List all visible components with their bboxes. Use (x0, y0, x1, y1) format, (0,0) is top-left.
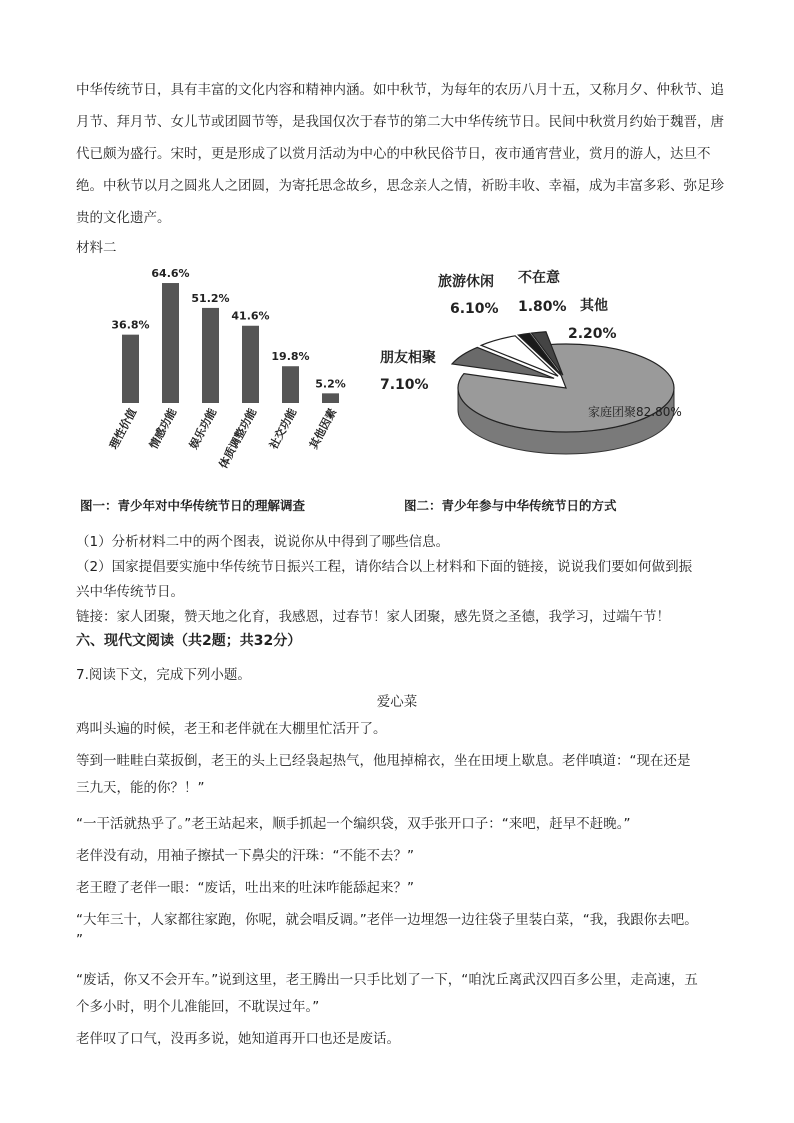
bar-category-label: 体质调整功能 (216, 406, 260, 471)
pie-label-value: 6.10% (450, 301, 499, 317)
question-1: （1）分析材料二中的两个图表，说说你从中得到了哪些信息。 (76, 534, 450, 550)
bar (202, 308, 219, 403)
story-line: 老王瞪了老伴一眼：“废话，吐出来的吐沫咋能舔起来？” (76, 880, 414, 896)
story-line: 三九天，能的你？！” (76, 780, 205, 796)
bar-chart-title: 图一：青少年对中华传统节日的理解调查 (80, 498, 306, 513)
pie-chart (380, 258, 696, 518)
intro-paragraph: 中华传统节日，具有丰富的文化内容和精神内涵。如中秋节，为每年的农历八月十五，又称月夕、仲秋节、追月节、拜月节、女儿节或团圆节等，是我国仅次于春节的第二大中华传统节日。民间中秋赏月约始于魏晋，唐代已颇为盛行。宋时，更是形成了以赏月活动为中心的中秋民俗节日，夜市通宵营业，赏月的游人，达旦不绝。中秋节以月之圆兆人之团圆，为寄托思念故乡，思念亲人之情，祈盼丰收、幸福，成为丰富多彩、弥足珍贵的文化遗产。 (76, 82, 724, 226)
story-line: 个多小时，明个儿准能回，不耽误过年。” (76, 999, 320, 1015)
bar (322, 393, 339, 403)
bar-value-label: 19.8% (271, 350, 310, 364)
pie-label-name: 朋友相聚 (380, 350, 436, 366)
pie-label-value: 1.80% (518, 299, 567, 315)
bar (162, 283, 179, 403)
pie-label-main: 家庭团聚82.80% (588, 405, 682, 419)
pie-label-name: 旅游休闲 (438, 274, 494, 290)
story-line: 老伴叹了口气，没再多说，她知道再开口也还是废话。 (76, 1031, 400, 1047)
bar-category-label: 情感功能 (147, 406, 180, 452)
link-text: 链接：家人团聚，赞天地之化育，我感恩，过春节！家人团聚，感先贤之圣德，我学习，过端午节！ (76, 609, 670, 625)
story-line: 老伴没有动，用袖子擦拭一下鼻尖的汗珠：“不能不去？” (76, 848, 414, 864)
bar-category-label: 娱乐功能 (187, 406, 220, 452)
bar-value-label: 64.6% (151, 267, 190, 281)
bar-category-label: 社交功能 (267, 406, 300, 452)
story-line: “大年三十，人家都往家跑，你呢，就会唱反调。”老伴一边埋怨一边往袋子里装白菜，“我，我跟你去吧。 (76, 912, 698, 928)
bar (282, 366, 299, 403)
story-line: “废话，你又不会开车。”说到这里，老王腾出一只手比划了一下，“咱沈丘离武汉四百多公里，走高速，五 (76, 972, 698, 988)
pie-label-value: 7.10% (380, 377, 429, 393)
material-label: 材料二 (76, 240, 117, 256)
pie-chart-title: 图二：青少年参与中华传统节日的方式 (404, 498, 617, 513)
bar-value-label: 51.2% (191, 291, 230, 305)
pie-label-name: 不在意 (518, 270, 560, 286)
question-2-line1: （2）国家提倡要实施中华传统节日振兴工程，请你结合以上材料和下面的链接，说说我们要如何做到振 (76, 559, 693, 575)
story-line: 鸡叫头遍的时候，老王和老伴就在大棚里忙活开了。 (76, 721, 387, 737)
bar-value-label: 41.6% (231, 309, 270, 323)
story-title: 爱心菜 (376, 694, 418, 710)
bar-category-label: 理性价值 (107, 406, 140, 452)
bar (122, 335, 139, 403)
question-2-line2: 兴中华传统节日。 (76, 584, 184, 600)
instruction: 7.阅读下文，完成下列小题。 (76, 667, 251, 683)
section-heading: 六、现代文阅读（共2题；共32分） (76, 633, 302, 649)
pie-label-name: 其他 (580, 298, 608, 314)
story-line: 等到一畦畦白菜扳倒，老王的头上已经袅起热气，他甩掉棉衣，坐在田埂上歇息。老伴嗔道：“现在还是 (76, 753, 691, 769)
bar (242, 326, 259, 403)
bar-value-label: 5.2% (315, 377, 346, 391)
bar-category-label: 其他因素 (307, 406, 340, 452)
bar-value-label: 36.8% (111, 318, 150, 332)
story-line: ” (76, 932, 83, 948)
bar-chart (76, 258, 396, 518)
story-line: “一干活就热乎了。”老王站起来，顺手抓起一个编织袋，双手张开口子：“来吧，赶早不赶晚。” (76, 816, 631, 832)
pie-label-value: 2.20% (568, 326, 617, 342)
